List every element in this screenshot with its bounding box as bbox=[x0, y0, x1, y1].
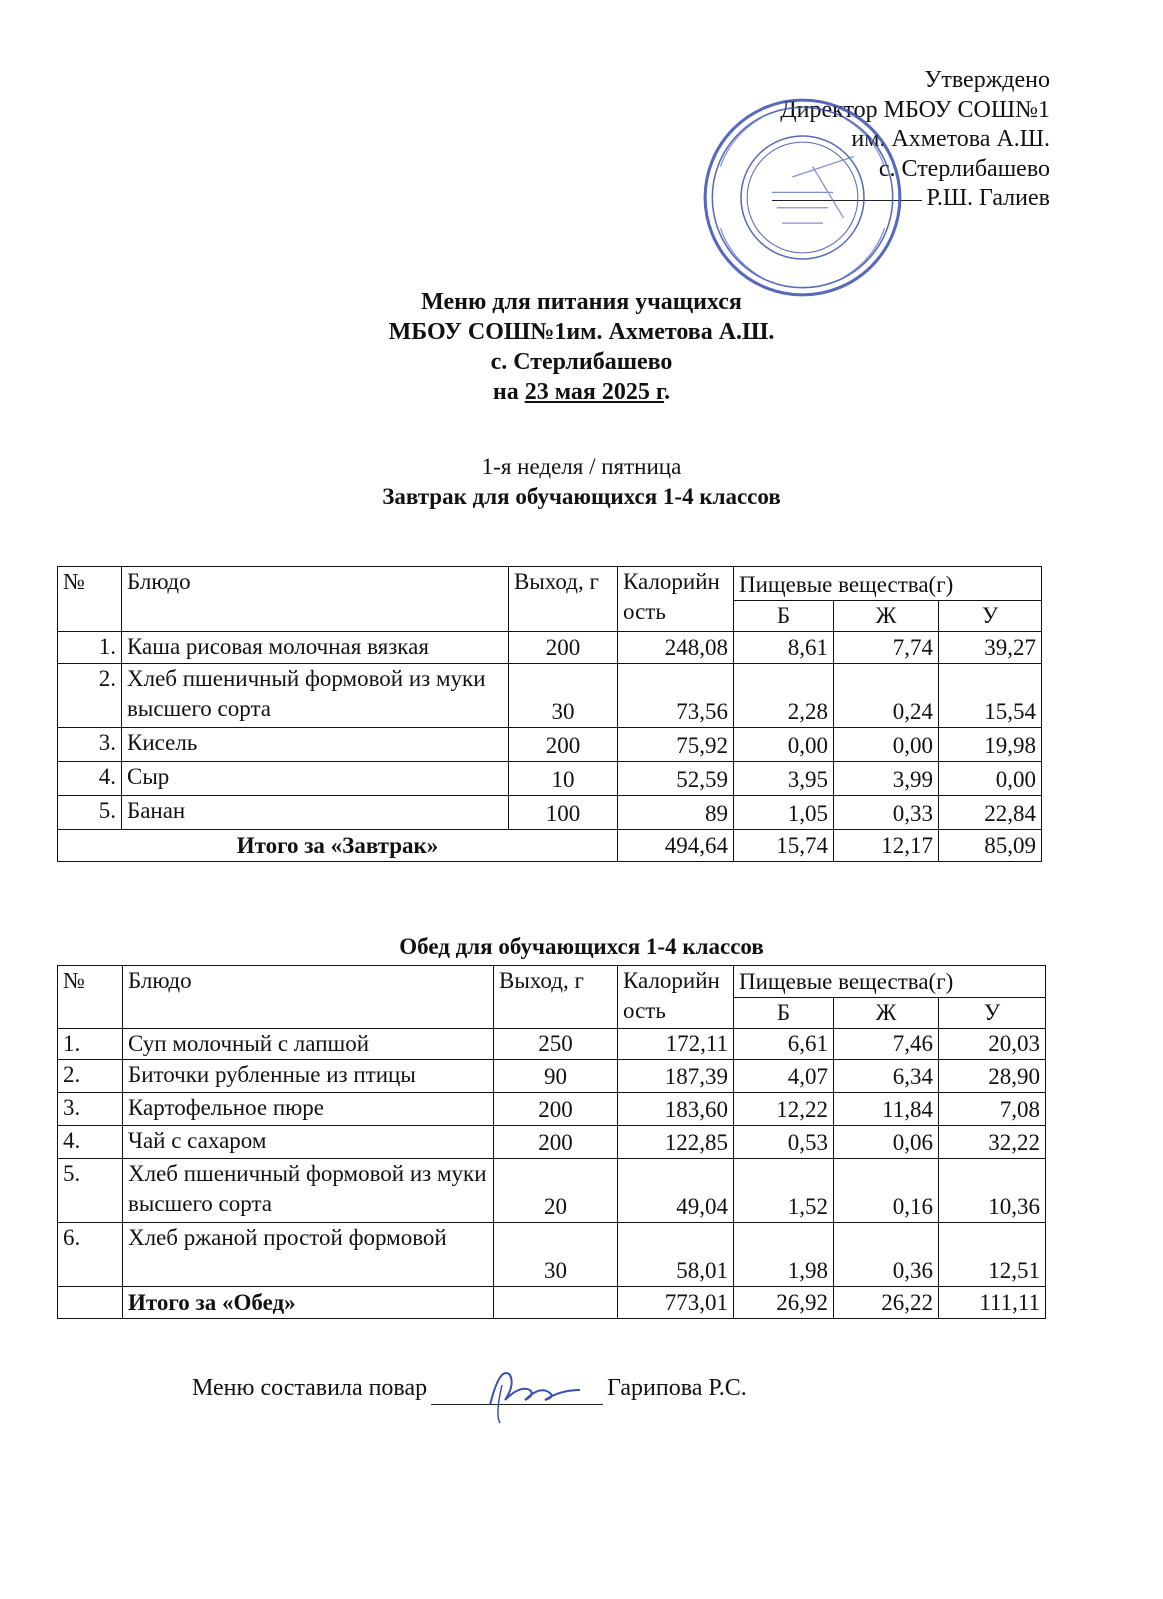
row-yield: 200 bbox=[509, 728, 618, 762]
row-u: 32,22 bbox=[939, 1126, 1046, 1159]
lunch-table bbox=[57, 965, 1046, 1319]
total-zh: 26,22 bbox=[834, 1287, 939, 1319]
row-number: 1. bbox=[58, 632, 122, 664]
total-calories: 773,01 bbox=[618, 1287, 734, 1319]
row-dish: Картофельное пюре bbox=[123, 1093, 494, 1126]
row-zh: 0,24 bbox=[834, 664, 939, 728]
row-b: 1,98 bbox=[734, 1223, 834, 1287]
row-b: 3,95 bbox=[734, 762, 834, 796]
row-number: 3. bbox=[58, 728, 122, 762]
table-row bbox=[58, 728, 1042, 762]
row-yield: 10 bbox=[509, 762, 618, 796]
header-calories: Калорийность bbox=[618, 966, 734, 1029]
week-label: 1-я неделя / пятница bbox=[481, 454, 682, 479]
header-yield: Выход, г bbox=[509, 567, 618, 632]
row-b: 0,53 bbox=[734, 1126, 834, 1159]
total-b: 26,92 bbox=[734, 1287, 834, 1319]
handwritten-signature bbox=[480, 1355, 590, 1425]
approval-village: с. Стерлибашево bbox=[878, 155, 1050, 182]
approval-position: Директор МБОУ СОШ№1 bbox=[780, 96, 1050, 123]
row-u: 12,51 bbox=[939, 1223, 1046, 1287]
row-number: 5. bbox=[58, 1159, 123, 1223]
row-calories: 49,04 bbox=[618, 1159, 734, 1223]
date-suffix: . bbox=[664, 379, 671, 405]
table-row bbox=[58, 632, 1042, 664]
breakfast-table bbox=[57, 566, 1042, 862]
total-zh: 12,17 bbox=[834, 830, 939, 862]
title-line-2: МБОУ СОШ№1им. Ахметова А.Ш. bbox=[388, 319, 775, 345]
row-number: 5. bbox=[58, 796, 122, 830]
table-row bbox=[58, 1093, 1046, 1126]
row-number: 2. bbox=[58, 664, 122, 728]
header-nutrients: Пищевые вещества(г) bbox=[734, 567, 1042, 601]
footer bbox=[192, 1375, 747, 1405]
total-b: 15,74 bbox=[734, 830, 834, 862]
row-dish: Чай с сахаром bbox=[123, 1126, 494, 1159]
row-zh: 11,84 bbox=[834, 1093, 939, 1126]
row-number: 4. bbox=[58, 762, 122, 796]
table-row bbox=[58, 1223, 1046, 1287]
row-zh: 0,00 bbox=[834, 728, 939, 762]
total-empty-cell bbox=[58, 1287, 123, 1319]
row-b: 8,61 bbox=[734, 632, 834, 664]
header-nutrients: Пищевые вещества(г) bbox=[734, 966, 1046, 998]
breakfast-heading: Завтрак для обучающихся 1-4 классов bbox=[382, 484, 781, 509]
row-dish: Банан bbox=[122, 796, 509, 830]
total-u: 85,09 bbox=[939, 830, 1042, 862]
row-b: 1,52 bbox=[734, 1159, 834, 1223]
table-row bbox=[58, 664, 1042, 728]
table-row bbox=[58, 1159, 1046, 1223]
menu-title bbox=[0, 287, 1163, 407]
header-dish: Блюдо bbox=[123, 966, 494, 1029]
row-u: 20,03 bbox=[939, 1029, 1046, 1060]
row-b: 6,61 bbox=[734, 1029, 834, 1060]
row-yield: 200 bbox=[494, 1093, 618, 1126]
lunch-rows bbox=[58, 1029, 1046, 1287]
header-dish: Блюдо bbox=[122, 567, 509, 632]
row-b: 12,22 bbox=[734, 1093, 834, 1126]
row-yield: 250 bbox=[494, 1029, 618, 1060]
row-zh: 0,36 bbox=[834, 1223, 939, 1287]
header-b: Б bbox=[734, 601, 834, 632]
official-stamp bbox=[700, 95, 905, 300]
row-yield: 30 bbox=[494, 1223, 618, 1287]
row-u: 10,36 bbox=[939, 1159, 1046, 1223]
table-row bbox=[58, 1029, 1046, 1060]
row-b: 0,00 bbox=[734, 728, 834, 762]
total-row bbox=[58, 830, 1042, 862]
approval-director-name: Р.Ш. Галиев bbox=[926, 185, 1050, 211]
approval-school: им. Ахметова А.Ш. bbox=[851, 126, 1050, 152]
row-zh: 0,33 bbox=[834, 796, 939, 830]
row-calories: 75,92 bbox=[618, 728, 734, 762]
row-dish: Кисель bbox=[122, 728, 509, 762]
header-u: У bbox=[939, 601, 1042, 632]
date-prefix: на bbox=[492, 379, 525, 405]
table-row bbox=[58, 762, 1042, 796]
title-date bbox=[0, 377, 1163, 407]
approval-title: Утверждено bbox=[924, 67, 1050, 93]
row-b: 2,28 bbox=[734, 664, 834, 728]
row-zh: 0,06 bbox=[834, 1126, 939, 1159]
row-yield: 20 bbox=[494, 1159, 618, 1223]
total-label: Итого за «Завтрак» bbox=[58, 830, 618, 862]
row-zh: 7,74 bbox=[834, 632, 939, 664]
row-zh: 6,34 bbox=[834, 1060, 939, 1093]
row-number: 4. bbox=[58, 1126, 123, 1159]
row-yield: 100 bbox=[509, 796, 618, 830]
row-yield: 30 bbox=[509, 664, 618, 728]
row-zh: 3,99 bbox=[834, 762, 939, 796]
total-empty-cell bbox=[494, 1287, 618, 1319]
table-row bbox=[58, 1126, 1046, 1159]
row-b: 4,07 bbox=[734, 1060, 834, 1093]
header-u: У bbox=[939, 998, 1046, 1029]
header-b: Б bbox=[734, 998, 834, 1029]
header-num: № bbox=[58, 567, 122, 632]
total-u: 111,11 bbox=[939, 1287, 1046, 1319]
total-label: Итого за «Обед» bbox=[123, 1287, 494, 1319]
row-calories: 183,60 bbox=[618, 1093, 734, 1126]
row-u: 7,08 bbox=[939, 1093, 1046, 1126]
row-zh: 0,16 bbox=[834, 1159, 939, 1223]
header-yield: Выход, г bbox=[494, 966, 618, 1029]
row-calories: 187,39 bbox=[618, 1060, 734, 1093]
header-zh: Ж bbox=[834, 601, 939, 632]
date-value: 23 мая 2025 г bbox=[524, 379, 665, 405]
row-dish: Биточки рубленные из птицы bbox=[123, 1060, 494, 1093]
row-u: 19,98 bbox=[939, 728, 1042, 762]
row-yield: 200 bbox=[494, 1126, 618, 1159]
row-number: 6. bbox=[58, 1223, 123, 1287]
row-calories: 248,08 bbox=[618, 632, 734, 664]
row-u: 15,54 bbox=[939, 664, 1042, 728]
row-dish: Хлеб пшеничный формовой из муки высшего сорта bbox=[122, 664, 509, 728]
row-zh: 7,46 bbox=[834, 1029, 939, 1060]
row-dish: Хлеб пшеничный формовой из муки высшего сорта bbox=[123, 1159, 494, 1223]
header-zh: Ж bbox=[834, 998, 939, 1029]
row-u: 22,84 bbox=[939, 796, 1042, 830]
title-line-1: Меню для питания учащихся bbox=[421, 289, 742, 315]
row-calories: 89 bbox=[618, 796, 734, 830]
row-dish: Каша рисовая молочная вязкая bbox=[122, 632, 509, 664]
row-number: 1. bbox=[58, 1029, 123, 1060]
row-number: 3. bbox=[58, 1093, 123, 1126]
row-calories: 58,01 bbox=[618, 1223, 734, 1287]
table-row bbox=[58, 796, 1042, 830]
header-calories: Калорийность bbox=[618, 567, 734, 632]
table-header-row bbox=[58, 966, 1046, 998]
row-yield: 200 bbox=[509, 632, 618, 664]
row-dish: Суп молочный с лапшой bbox=[123, 1029, 494, 1060]
header-num: № bbox=[58, 966, 123, 1029]
row-calories: 73,56 bbox=[618, 664, 734, 728]
subheading bbox=[0, 452, 1163, 512]
breakfast-rows bbox=[58, 632, 1042, 830]
table-header-row bbox=[58, 567, 1042, 601]
total-calories: 494,64 bbox=[618, 830, 734, 862]
row-calories: 122,85 bbox=[618, 1126, 734, 1159]
footer-name: Гарипова Р.С. bbox=[607, 1375, 747, 1401]
row-dish: Сыр bbox=[122, 762, 509, 796]
title-line-3: с. Стерлибашево bbox=[490, 349, 673, 375]
row-number: 2. bbox=[58, 1060, 123, 1093]
row-yield: 90 bbox=[494, 1060, 618, 1093]
lunch-heading: Обед для обучающихся 1-4 классов bbox=[399, 934, 764, 959]
row-u: 39,27 bbox=[939, 632, 1042, 664]
footer-prefix: Меню составила повар bbox=[192, 1375, 428, 1401]
table-row bbox=[58, 1060, 1046, 1093]
row-b: 1,05 bbox=[734, 796, 834, 830]
row-u: 0,00 bbox=[939, 762, 1042, 796]
row-calories: 172,11 bbox=[618, 1029, 734, 1060]
total-row bbox=[58, 1287, 1046, 1319]
row-calories: 52,59 bbox=[618, 762, 734, 796]
row-dish: Хлеб ржаной простой формовой bbox=[123, 1223, 494, 1287]
row-u: 28,90 bbox=[939, 1060, 1046, 1093]
